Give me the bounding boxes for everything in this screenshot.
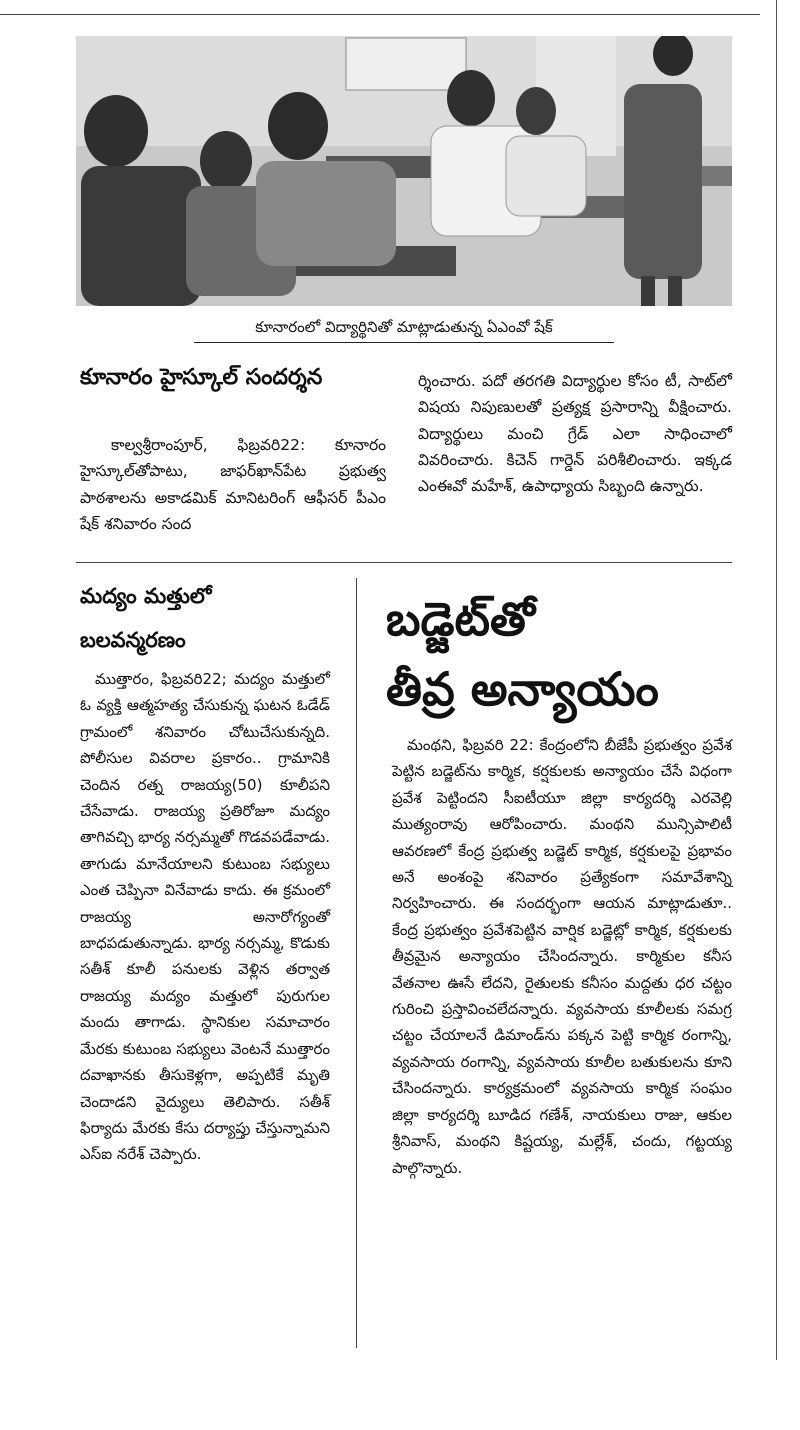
article-budget-headline-line-1: బడ్జెట్‌తో [386,592,535,646]
article-kunaram-body-left [80,432,386,537]
photo-caption: కూనారంలో విద్యార్థినితో మాట్లాడుతున్న ఏఎంవో షేక్ [194,312,614,343]
article-suicide-headline-line-2: బలవన్మరణం [80,628,186,652]
article-suicide-paragraph: ముత్తారం, ఫిబ్రవరి22; మద్యం మత్తులో ఓ వ్యక్తి ఆత్మహత్య చేసుకున్న ఘటన ఓడేడ్ గ్రామంలో శనివారం చోటుచేసుకున్నది. పోలీసుల వివరాల ప్రకారం.. గ్రామానికి చెందిన రత్న రాజయ్య(50) కూలీపని చేసేవాడు. రాజయ్య ప్రతిరోజూ మద్యం తాగివచ్చి భార్య నర్సమ్మతో గొడవపడేవాడు. తాగుడు మానేయాలని కుటుంబ సభ్యులు ఎంత చెప్పినా వినేవాడు కాదు. ఈ క్రమంలో రాజయ్య అనారోగ్యంతో బాధపడుతున్నాడు. భార్య నర్సమ్మ, కొడుకు సతీశ్ కూలీ పనులకు వెళ్లిన తర్వాత రాజయ్య మద్యం మత్తులో పురుగుల మందు తాగాడు. స్థానికుల సమాచారం మేరకు కుటుంబ సభ్యులు వెంటనే ముత్తారం దవాఖానకు తీసుకెళ్లగా, అప్పటికే మృతి చెందాడని వైద్యులు తెలిపారు. సతీశ్ ఫిర్యాదు మేరకు కేసు దర్యాప్తు చేస్తున్నామని ఎస్ఐ నరేశ్ చెప్పారు. [80,670,330,1164]
article-kunaram-paragraph-2: ర్శించారు. పదో తరగతి విద్యార్థుల కోసం టీ, సాట్‌లో విషయ నిపుణులతో ప్రత్యక్ష ప్రసారాన్ని వీక్షించారు. విద్యార్థులు మంచి గ్రేడ్ ఎలా సాధించాలో వివరించారు. కిచెన్ గార్డెన్ పరిశీలించారు. ఇక్కడ ఎంఈవో మహేశ్, ఉపాధ్యాయ సిబ్బంది ఉన్నారు. [418,372,732,496]
article-suicide-body [80,666,330,1168]
page-top-rule [0,0,760,15]
section-divider [76,562,732,563]
article-budget-headline-line-2: తీవ్ర అన్యాయం [386,662,659,716]
article-suicide-headline-line-1: మద్యం మత్తులో [80,584,212,608]
column-divider-middle [356,578,357,1348]
column-divider-right [776,0,777,1360]
classroom-photo-illustration [76,36,732,306]
article-kunaram-body-right [418,368,732,499]
article-kunaram-paragraph-1: కాల్వశ్రీరాంపూర్, ఫిబ్రవరి22: కూనారం హైస్కూల్‌తోపాటు, జాఫర్‌ఖాన్‌పేట ప్రభుత్వ పాఠశాలను అకాడమిక్ మానిటరింగ్ ఆఫీసర్ పీఎం షేక్ శనివారం సంద [80,436,386,533]
news-photo [76,36,732,306]
article-budget-body [392,732,732,1181]
article-kunaram-headline: కూనారం హైస్కూల్ సందర్శన [80,365,323,390]
article-suicide-headline [80,574,360,662]
article-budget-headline [386,584,732,724]
article-budget-paragraph: మంథని, ఫిబ్రవరి 22: కేంద్రంలోని బీజేపీ ప్రభుత్వం ప్రవేశ పెట్టిన బడ్జెట్‌ను కార్మిక, కర్షకులకు అన్యాయం చేసే విధంగా ప్రవేశ పెట్టిందని సీఐటీయూ జిల్లా కార్యదర్శి ఎరవెల్లి ముత్యంరావు ఆరోపించారు. మంథని మున్సిపాలిటీ ఆవరణలో కేంద్ర ప్రభుత్వ బడ్జెట్ కార్మిక, కర్షకులపై ప్రభావం అనే అంశంపై శనివారం ప్రత్యేకంగా సమావేశాన్ని నిర్వహించారు. ఈ సందర్భంగా ఆయన మాట్లాడుతూ.. కేంద్ర ప్రభుత్వం ప్రవేశపెట్టిన వార్షిక బడ్జెట్లో కార్మిక, కర్షకులకు తీవ్రమైన అన్యాయం చేసిందన్నారు. కార్మికుల కనీస వేతనాల ఊసే లేదని, రైతులకు కనీసం మద్దతు ధర చట్టం గురించి ప్రస్తావించలేదన్నారు. వ్యవసాయ కూలీలకు సమగ్ర చట్టం చేయాలనే డిమాండ్‌ను పక్కన పెట్టి కార్మిక రంగాన్ని, వ్యవసాయ రంగాన్ని, వ్యవసాయ కూలీల బతుకులను కూని చేసిందన్నారు. కార్యక్రమంలో వ్యవసాయ కార్మిక సంఘం జిల్లా కార్యదర్శి బూడిద గణేశ్, నాయకులు రాజు, ఆకుల శ్రీనివాస్, మంథని కిష్టయ్య, మల్లేశ్, చందు, గట్టయ్య పాల్గొన్నారు. [392,736,732,1177]
